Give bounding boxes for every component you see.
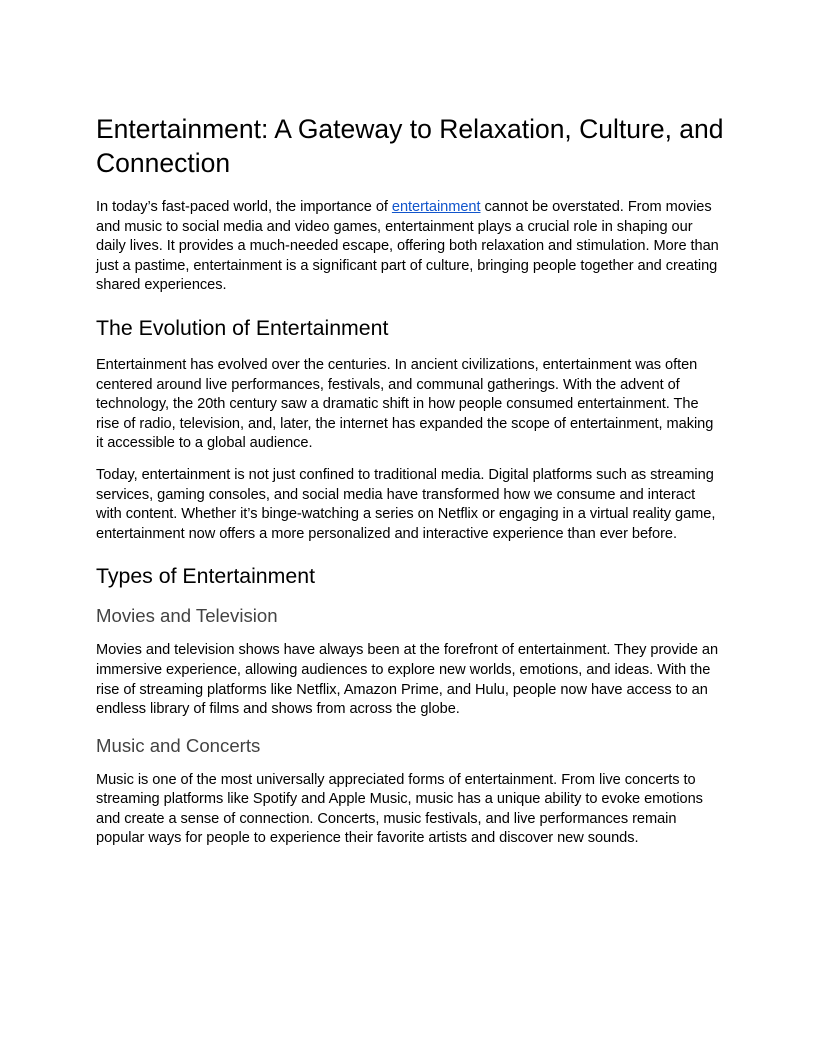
music-heading: Music and Concerts — [96, 734, 261, 756]
intro-paragraph — [96, 198, 724, 296]
evolution-paragraph-2: Today, entertainment is not just confined to traditional media. Digital platforms such as streaming services, gaming consoles, and social media have transformed how we consume and interact with content. Whether it’s binge-watching a series on Netflix or engaging in a virtual reality game, entertainment now offers a more personalized and interactive experience than ever before. — [96, 466, 716, 542]
entertainment-link[interactable]: entertainment — [391, 199, 481, 215]
intro-text-before-link: In today’s fast-paced world, the importance of — [96, 199, 392, 215]
types-heading: Types of Entertainment — [96, 564, 316, 589]
evolution-paragraph-1: Entertainment has evolved over the centuries. In ancient civilizations, entertainment was often centered around live performances, festivals, and communal gatherings. With the advent of technology, the 20th century saw a dramatic shift in how people consumed entertainment. The rise of radio, television, and, later, the internet has expanded the scope of entertainment, making it accessible to a global audience. — [96, 356, 714, 452]
music-paragraph: Music is one of the most universally appreciated forms of entertainment. From live concerts to streaming platforms like Spotify and Apple Music, music has a unique ability to evoke emotions and create a sense of connection. Concerts, music festivals, and live performances remain popular ways for people to experience their favorite artists and discover new sounds. — [96, 771, 703, 847]
intro-text-after-link: cannot be overstated. From movies and music to social media and video games, entertainment plays a crucial role in shaping our daily lives. It provides a much-needed escape, offering both relaxation and stimulation. More than just a pastime, entertainment is a significant part of culture, bringing people together and creating shared experiences. — [96, 199, 719, 294]
movies-heading: Movies and Television — [96, 605, 278, 627]
document-page — [96, 112, 724, 861]
evolution-heading: The Evolution of Entertainment — [96, 315, 389, 340]
document-title: Entertainment: A Gateway to Relaxation, Culture, and Connection — [96, 114, 724, 178]
movies-paragraph: Movies and television shows have always been at the forefront of entertainment. They provide an immersive experience, allowing audiences to explore new worlds, emotions, and ideas. With the rise of streaming platforms like Netflix, Amazon Prime, and Hulu, people now have access to an endless library of films and shows from across the globe. — [96, 642, 719, 718]
